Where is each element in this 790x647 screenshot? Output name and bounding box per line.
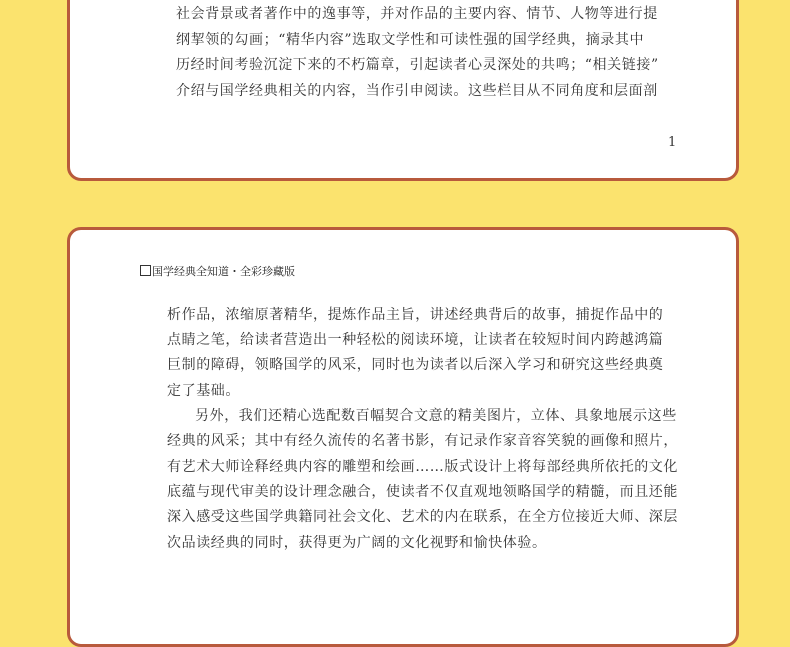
paragraph-line: 历经时间考验沉淀下来的不朽篇章，引起读者心灵深处的共鸣；“相关链接” xyxy=(176,57,659,73)
paragraph-line: 介绍与国学经典相关的内容，当作引申阅读。这些栏目从不同角度和层面剖 xyxy=(176,83,658,99)
paragraph-line: 底蕴与现代审美的设计理念融合，使读者不仅直观地领略国学的精髓，而且还能 xyxy=(167,484,678,500)
book-page-top xyxy=(67,0,739,181)
running-header xyxy=(140,263,295,279)
book-page-bottom xyxy=(67,227,739,647)
page-number: 1 xyxy=(668,135,677,150)
paragraph-line: 析作品，浓缩原著精华，提炼作品主旨，讲述经典背后的故事，捕捉作品中的 xyxy=(167,307,664,323)
paragraph-line: 有艺术大师诠释经典内容的雕塑和绘画……版式设计上将每部经典所依托的文化 xyxy=(167,459,678,475)
paragraph-line: 巨制的障碍，领略国学的风采，同时也为读者以后深入学习和研究这些经典奠 xyxy=(167,357,664,373)
running-header-text: 国学经典全知道・全彩珍藏版 xyxy=(152,265,295,278)
paragraph-line: 深入感受这些国学典籍同社会文化、艺术的内在联系，在全方位接近大师、深层 xyxy=(167,509,678,525)
paragraph-line: 点睛之笔，给读者营造出一种轻松的阅读环境，让读者在较短时间内跨越鸿篇 xyxy=(167,332,664,348)
paragraph-line: 次品读经典的同时，获得更为广阔的文化视野和愉快体验。 xyxy=(167,535,547,551)
square-bullet-icon xyxy=(140,265,151,276)
paragraph-line: 另外，我们还精心选配数百幅契合文意的精美图片，立体、具象地展示这些 xyxy=(195,408,677,424)
paragraph-line: 社会背景或者著作中的逸事等，并对作品的主要内容、情节、人物等进行提 xyxy=(176,6,658,22)
paragraph-line: 定了基础。 xyxy=(167,383,240,399)
paragraph-line: 经典的风采；其中有经久流传的名著书影，有记录作家音容笑貌的画像和照片， xyxy=(167,433,678,449)
paragraph-line: 纲挈领的勾画；“精华内容”选取文学性和可读性强的国学经典，摘录其中 xyxy=(176,32,645,48)
